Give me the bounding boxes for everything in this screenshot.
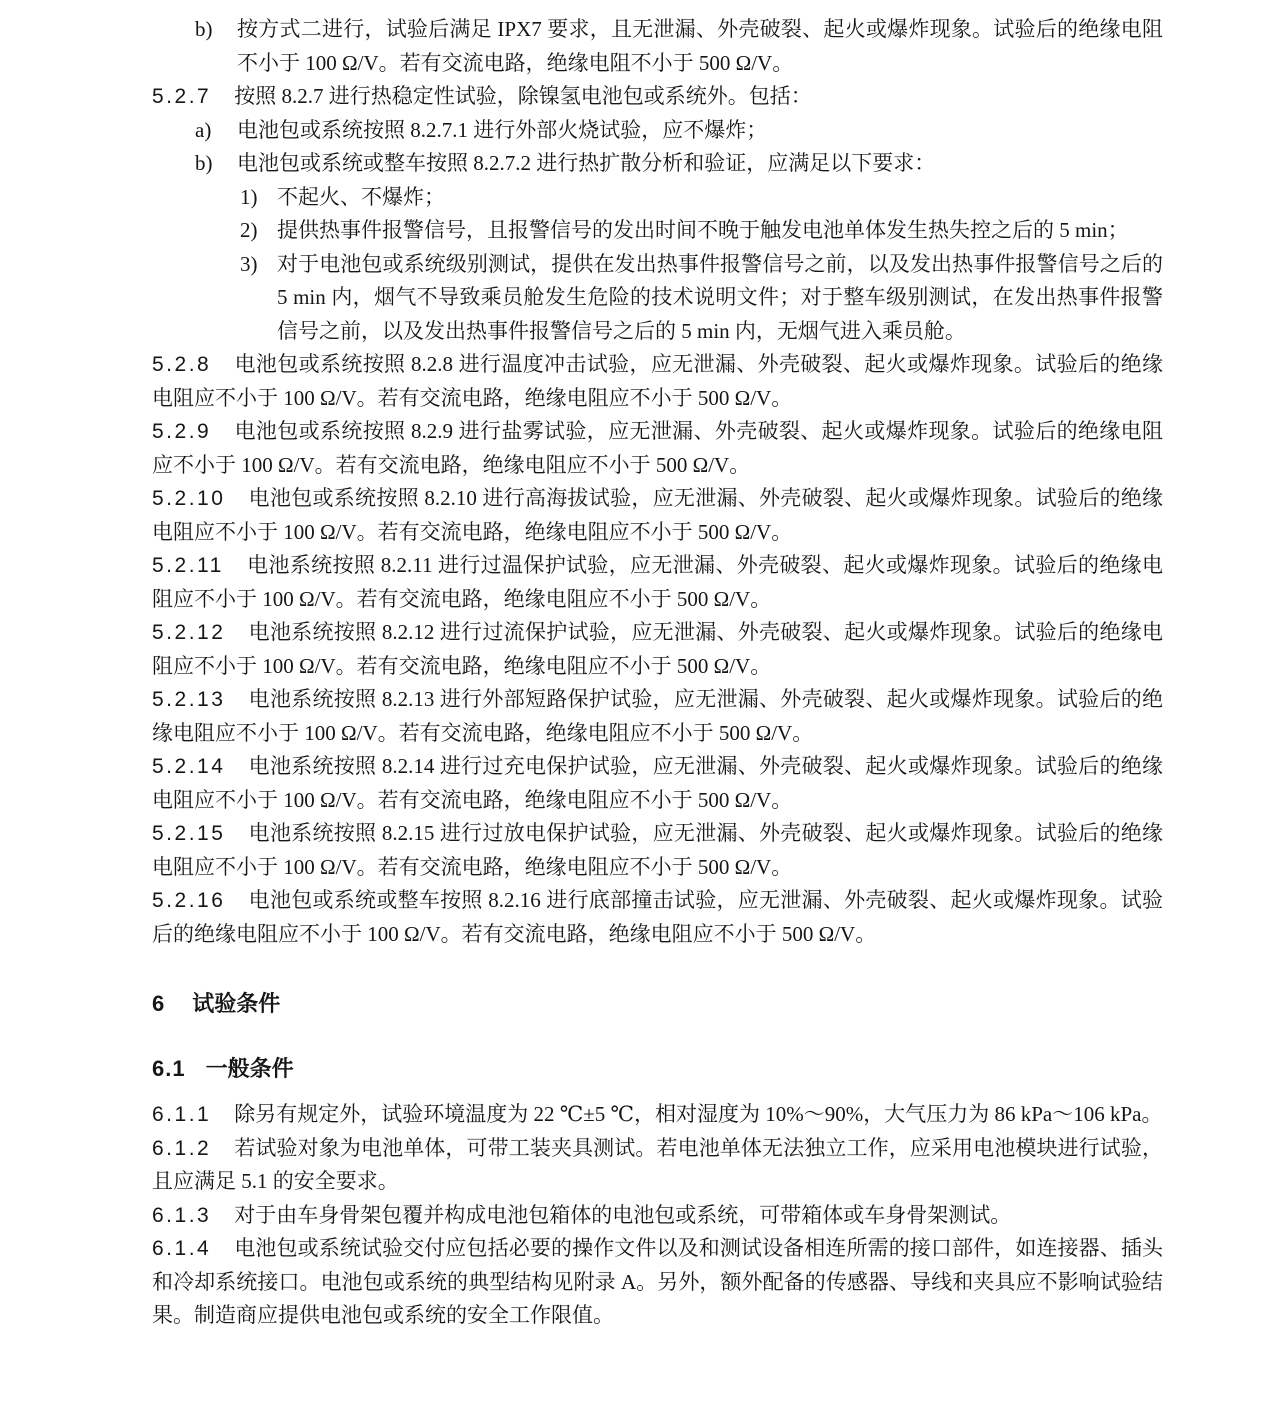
paragraph-text: 电池系统按照 8.2.15 进行过放电保护试验，应无泄漏、外壳破裂、起火或爆炸现象。试验后的绝缘电阻应不小于 100 Ω/V。若有交流电路，绝缘电阻应不小于 500 Ω/V。	[152, 821, 1163, 879]
heading-title: 试验条件	[192, 991, 281, 1016]
paragraph-text: 提供热事件报警信号，且报警信号的发出时间不晚于触发电池单体发生热失控之后的 5 min；	[277, 218, 1129, 242]
clause-number: 5.2.13	[152, 688, 226, 711]
list-item-a	[195, 114, 1163, 148]
paragraph-text: 电池包或系统按照 8.2.10 进行高海拔试验，应无泄漏、外壳破裂、起火或爆炸现象。试验后的绝缘电阻应不小于 100 Ω/V。若有交流电路，绝缘电阻应不小于 500 Ω/V。	[152, 486, 1163, 544]
paragraph-text: 对于由车身骨架包覆并构成电池包箱体的电池包或系统，可带箱体或车身骨架测试。	[234, 1202, 1012, 1227]
clause-number: 5.2.9	[152, 420, 212, 443]
clause-5-2-11	[152, 549, 1163, 616]
paragraph-text: 按方式二进行，试验后满足 IPX7 要求，且无泄漏、外壳破裂、起火或爆炸现象。试验后的绝缘电阻不小于 100 Ω/V。若有交流电路，绝缘电阻不小于 500 Ω/V。	[237, 17, 1163, 75]
clause-5-2-16	[152, 884, 1163, 951]
clause-number: 6.1.3	[152, 1203, 212, 1227]
paragraph-text: 电池包或系统按照 8.2.7.1 进行外部火烧试验，应不爆炸；	[237, 117, 768, 142]
list-item-2	[240, 214, 1163, 248]
paragraph-text: 电池系统按照 8.2.12 进行过流保护试验，应无泄漏、外壳破裂、起火或爆炸现象。试验后的绝缘电阻应不小于 100 Ω/V。若有交流电路，绝缘电阻应不小于 500 Ω/V。	[152, 620, 1163, 678]
paragraph-text: 电池系统按照 8.2.13 进行外部短路保护试验，应无泄漏、外壳破裂、起火或爆炸现象。试验后的绝缘电阻应不小于 100 Ω/V。若有交流电路，绝缘电阻应不小于 500 Ω/V。	[152, 687, 1163, 745]
clause-5-2-9	[152, 415, 1163, 482]
list-item-1	[240, 181, 1163, 215]
clause-5-2-15	[152, 817, 1163, 884]
paragraph-text: 不起火、不爆炸；	[277, 184, 445, 209]
clause-number: 5.2.11	[152, 554, 224, 577]
clause-number: 6.1.4	[152, 1237, 212, 1260]
paragraph-text: 电池系统按照 8.2.14 进行过充电保护试验，应无泄漏、外壳破裂、起火或爆炸现象。试验后的绝缘电阻应不小于 100 Ω/V。若有交流电路，绝缘电阻应不小于 500 Ω/V。	[152, 754, 1163, 812]
list-marker: b)	[195, 151, 213, 175]
clause-5-2-14	[152, 750, 1163, 817]
clause-5-2-13	[152, 683, 1163, 750]
document-body	[152, 13, 1163, 1333]
list-item-b	[195, 147, 1163, 181]
clause-number: 5.2.14	[152, 755, 226, 778]
clause-number: 5.2.16	[152, 889, 226, 912]
paragraph-text: 对于电池包或系统级别测试，提供在发出热事件报警信号之前，以及发出热事件报警信号之后的 5 min 内，烟气不导致乘员舱发生危险的技术说明文件；对于整车级别测试，在发出热事件报警信号之前，以及发出热事件报警信号之后的 5 min 内，无烟气进入乘员舱。	[277, 251, 1163, 343]
section-heading-6	[152, 987, 1163, 1021]
paragraph-text: 按照 8.2.7 进行热稳定性试验，除镍氢电池包或系统外。包括：	[234, 84, 812, 108]
clause-6-1-4	[152, 1232, 1163, 1333]
paragraph-text: 电池包或系统试验交付应包括必要的操作文件以及和测试设备相连所需的接口部件，如连接器、插头和冷却系统接口。电池包或系统的典型结构见附录 A。另外，额外配备的传感器、导线和夹具应不影响试验结果。制造商应提供电池包或系统的安全工作限值。	[152, 1236, 1163, 1327]
paragraph-text: 电池包或系统按照 8.2.8 进行温度冲击试验，应无泄漏、外壳破裂、起火或爆炸现象。试验后的绝缘电阻应不小于 100 Ω/V。若有交流电路，绝缘电阻应不小于 500 Ω/V。	[152, 352, 1163, 410]
list-item-b	[195, 13, 1163, 80]
heading-number: 6	[152, 991, 165, 1016]
paragraph-text: 电池包或系统或整车按照 8.2.7.2 进行热扩散分析和验证，应满足以下要求：	[237, 151, 936, 175]
clause-number: 5.2.12	[152, 621, 226, 644]
clause-number: 6.1.1	[152, 1103, 212, 1126]
paragraph-text: 若试验对象为电池单体，可带工装夹具测试。若电池单体无法独立工作，应采用电池模块进行试验，且应满足 5.1 的安全要求。	[152, 1135, 1163, 1193]
clause-number: 5.2.7	[152, 85, 212, 108]
clause-number: 5.2.8	[152, 353, 212, 376]
paragraph-text: 电池包或系统或整车按照 8.2.16 进行底部撞击试验，应无泄漏、外壳破裂、起火或爆炸现象。试验后的绝缘电阻应不小于 100 Ω/V。若有交流电路，绝缘电阻应不小于 500 Ω/V。	[152, 888, 1163, 946]
paragraph-text: 电池系统按照 8.2.11 进行过温保护试验，应无泄漏、外壳破裂、起火或爆炸现象。试验后的绝缘电阻应不小于 100 Ω/V。若有交流电路，绝缘电阻应不小于 500 Ω/V。	[152, 553, 1163, 611]
paragraph-text: 除另有规定外，试验环境温度为 22 ℃±5 ℃，相对湿度为 10%～90%，大气压力为 86 kPa～106 kPa。	[234, 1102, 1163, 1126]
clause-6-1-2	[152, 1132, 1163, 1199]
paragraph-text: 电池包或系统按照 8.2.9 进行盐雾试验，应无泄漏、外壳破裂、起火或爆炸现象。试验后的绝缘电阻应不小于 100 Ω/V。若有交流电路，绝缘电阻应不小于 500 Ω/V。	[152, 419, 1163, 477]
clause-number: 5.2.10	[152, 487, 226, 510]
clause-number: 6.1.2	[152, 1136, 212, 1160]
list-marker: b)	[195, 17, 213, 41]
clause-number: 5.2.15	[152, 822, 226, 845]
list-marker: 1)	[240, 184, 258, 209]
clause-6-1-3	[152, 1199, 1163, 1233]
list-item-3	[240, 248, 1163, 349]
clause-5-2-10	[152, 482, 1163, 549]
list-marker: 3)	[240, 251, 258, 276]
list-marker: a)	[195, 117, 212, 142]
heading-number: 6.1	[152, 1055, 186, 1081]
list-marker: 2)	[240, 218, 258, 242]
clause-6-1-1	[152, 1098, 1163, 1132]
section-heading-6-1	[152, 1052, 1163, 1086]
clause-5-2-7	[152, 80, 1163, 114]
clause-5-2-8	[152, 348, 1163, 415]
clause-5-2-12	[152, 616, 1163, 683]
heading-title: 一般条件	[205, 1055, 294, 1081]
